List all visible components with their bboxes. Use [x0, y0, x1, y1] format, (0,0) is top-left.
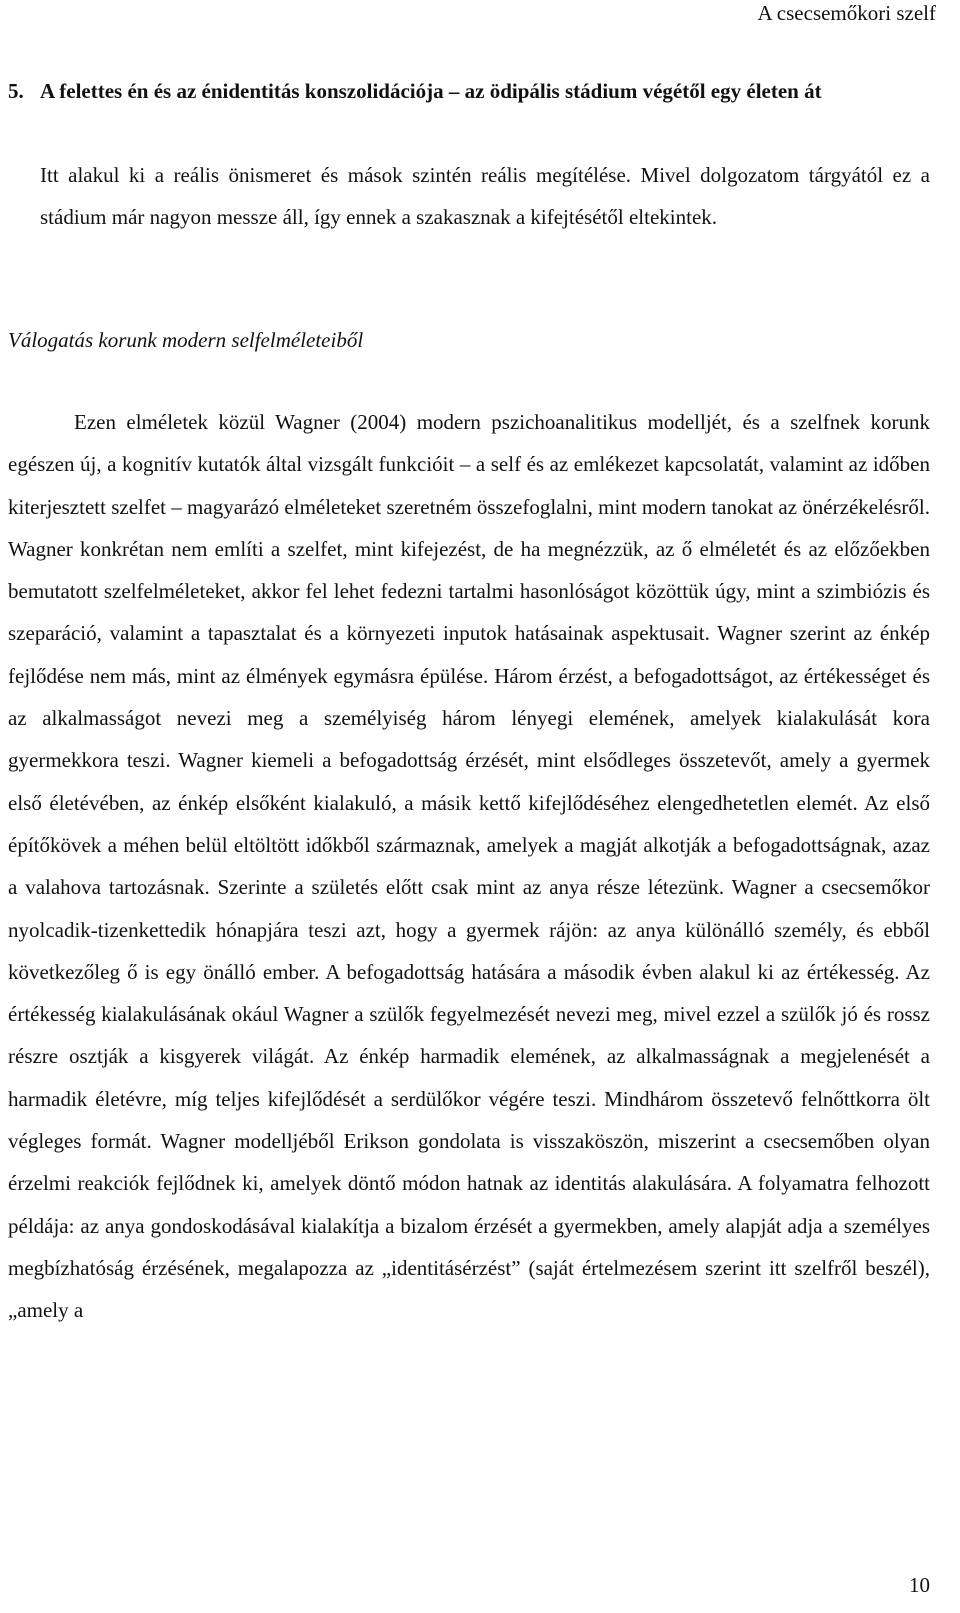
section-heading: [8, 70, 930, 112]
running-header: A csecsemőkori szelf: [757, 1, 936, 25]
section-number: 5.: [8, 79, 24, 103]
section-body-paragraph: Itt alakul ki a reális önismeret és mások szintén reális megítélése. Mivel dolgozatom tárgyától ez a stádium már nagyon messze áll, így ennek a szakasznak a kifejtésétől eltekintek.: [40, 163, 930, 229]
subsection-title: Válogatás korunk modern selfelméleteiből: [8, 328, 364, 352]
page-number: 10: [909, 1573, 930, 1597]
main-paragraph: Ezen elméletek közül Wagner (2004) modern pszichoanalitikus modelljét, és a szelfnek korunk egészen új, a kognitív kutatók által vizsgált funkcióit – a self és az emlékezet kapcsolatát, valamint az időben kiterjesztett szelfet – magyarázó elméleteket szeretném összefoglalni, mint modern tanokat az önérzékelésről. Wagner konkrétan nem említi a szelfet, mint kifejezést, de ha megnézzük, az ő elméletét és az előzőekben bemutatott szelfelméleteket, akkor fel lehet fedezni tartalmi hasonlóságot közöttük úgy, mint a szimbiózis és szeparáció, valamint a tapasztalat és a környezeti inputok hatásainak aspektusait. Wagner szerint az énkép fejlődése nem más, mint az élmények egymásra épülése. Három érzést, a befogadottságot, az értékességet és az alkalmasságot nevezi meg a személyiség három lényegi elemének, amelyek kialakulását kora gyermekkora teszi. Wagner kiemeli a befogadottság érzését, mint elsődleges összetevőt, amely a gyermek első életévében, az énkép elsőként kialakuló, a másik kettő kifejlődéséhez elengedhetetlen elemét. Az első építőkövek a méhen belül eltöltött időkből származnak, amelyek a magját alkotják a befogadottságnak, azaz a valahova tartozásnak. Szerinte a születés előtt csak mint az anya része létezünk. Wagner a csecsemőkor nyolcadik-tizenkettedik hónapjára teszi azt, hogy a gyermek rájön: az anya különálló személy, és ebből következőleg ő is egy önálló ember. A befogadottság hatására a második évben alakul ki az értékesség. Az értékesség kialakulásának okául Wagner a szülők fegyelmezését nevezi meg, mivel ezzel a szülők jó és rossz részre osztják a kisgyerek világát. Az énkép harmadik elemének, az alkalmasságnak a megjelenését a harmadik életévre, míg teljes kifejlődését a serdülőkor végére teszi. Mindhárom összetevő felnőttkorra ölt végleges formát. Wagner modelljéből Erikson gondolata is visszaköszön, miszerint a csecsemőben olyan érzelmi reakciók fejlődnek ki, amelyek döntő módon hatnak az identitás alakulására. A folyamatra felhozott példája: az anya gondoskodásával kialakítja a bizalom érzését a gyermekben, amely alapját adja a személyes megbízhatóság érzésének, megalapozza az „identitásérzést” (saját értelmezésem szerint itt szelfről beszél), „amely a: [8, 410, 930, 1323]
section-title: A felettes én és az énidentitás konszolidációja – az ödipális stádium végétől egy életen át: [40, 79, 822, 103]
